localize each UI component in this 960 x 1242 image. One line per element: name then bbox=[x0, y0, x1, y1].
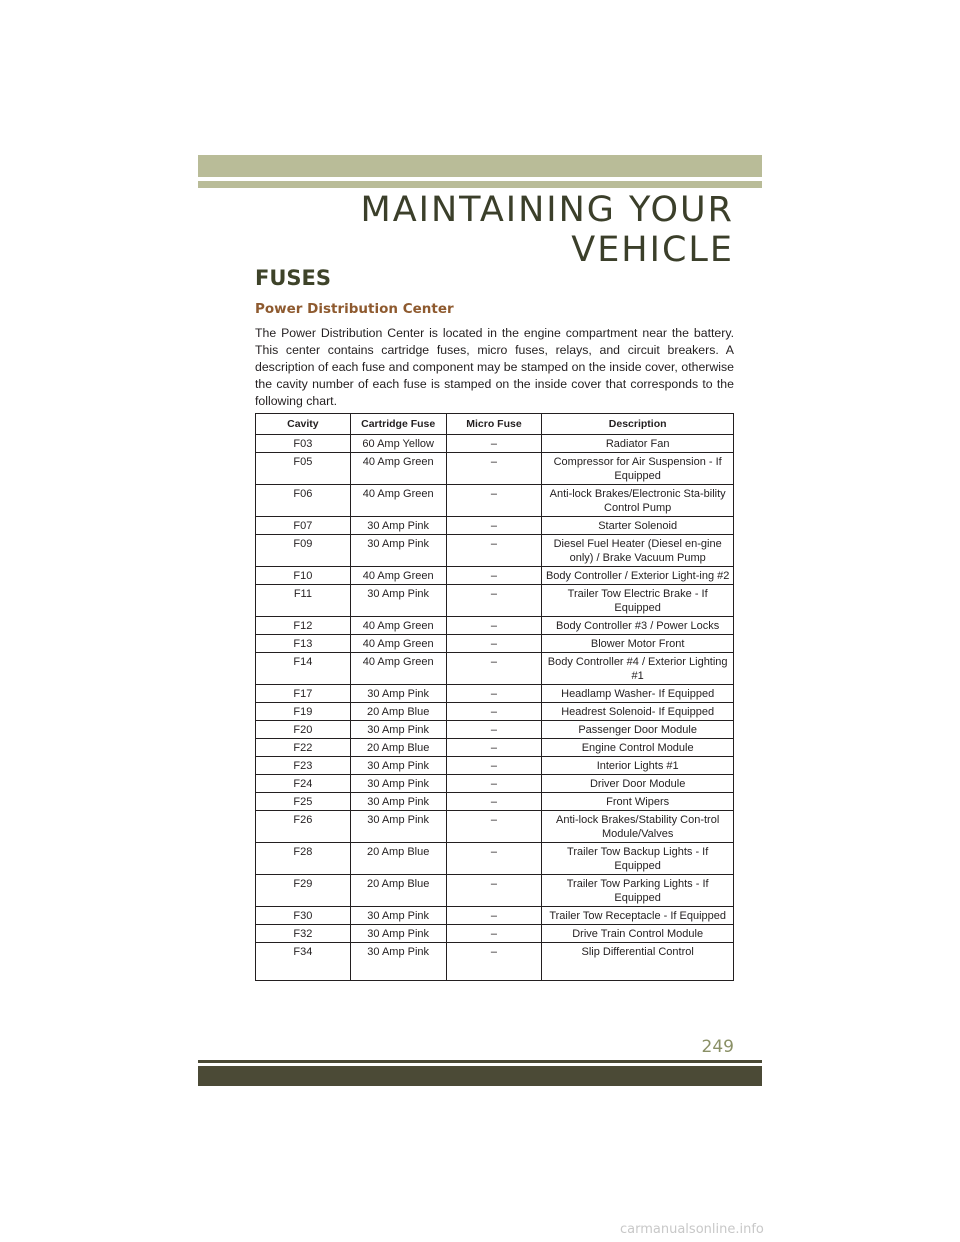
page-number: 249 bbox=[701, 1037, 734, 1057]
micro-fuse-cell: – bbox=[446, 485, 542, 517]
header-description: Description bbox=[542, 414, 734, 435]
table-row bbox=[256, 907, 734, 925]
cavity-cell: F11 bbox=[256, 585, 351, 617]
cartridge-fuse-cell: 40 Amp Green bbox=[350, 653, 446, 685]
cavity-cell: F24 bbox=[256, 775, 351, 793]
micro-fuse-cell: – bbox=[446, 685, 542, 703]
micro-fuse-cell: – bbox=[446, 843, 542, 875]
cartridge-fuse-cell: 30 Amp Pink bbox=[350, 793, 446, 811]
cavity-cell: F22 bbox=[256, 739, 351, 757]
cartridge-fuse-cell: 30 Amp Pink bbox=[350, 685, 446, 703]
cavity-cell: F20 bbox=[256, 721, 351, 739]
table-row bbox=[256, 775, 734, 793]
table-row bbox=[256, 943, 734, 981]
cartridge-fuse-cell: 30 Amp Pink bbox=[350, 721, 446, 739]
header-cartridge-fuse: Cartridge Fuse bbox=[350, 414, 446, 435]
description-cell: Trailer Tow Electric Brake - If Equipped bbox=[542, 585, 734, 617]
table-row bbox=[256, 843, 734, 875]
description-cell: Anti-lock Brakes/Electronic Sta-bility Control Pump bbox=[542, 485, 734, 517]
table-row bbox=[256, 485, 734, 517]
cartridge-fuse-cell: 20 Amp Blue bbox=[350, 739, 446, 757]
table-row bbox=[256, 739, 734, 757]
cartridge-fuse-cell: 40 Amp Green bbox=[350, 635, 446, 653]
cavity-cell: F30 bbox=[256, 907, 351, 925]
cartridge-fuse-cell: 40 Amp Green bbox=[350, 617, 446, 635]
description-cell: Interior Lights #1 bbox=[542, 757, 734, 775]
cartridge-fuse-cell: 30 Amp Pink bbox=[350, 925, 446, 943]
description-cell: Diesel Fuel Heater (Diesel en-gine only) / Brake Vacuum Pump bbox=[542, 535, 734, 567]
cavity-cell: F26 bbox=[256, 811, 351, 843]
cavity-cell: F14 bbox=[256, 653, 351, 685]
micro-fuse-cell: – bbox=[446, 811, 542, 843]
table-header-row bbox=[256, 414, 734, 435]
header-band-thin bbox=[198, 181, 762, 188]
table-row bbox=[256, 435, 734, 453]
micro-fuse-cell: – bbox=[446, 739, 542, 757]
table-row bbox=[256, 875, 734, 907]
cartridge-fuse-cell: 30 Amp Pink bbox=[350, 943, 446, 981]
header-cavity: Cavity bbox=[256, 414, 351, 435]
micro-fuse-cell: – bbox=[446, 585, 542, 617]
table-row bbox=[256, 793, 734, 811]
micro-fuse-cell: – bbox=[446, 635, 542, 653]
table-row bbox=[256, 567, 734, 585]
micro-fuse-cell: – bbox=[446, 517, 542, 535]
micro-fuse-cell: – bbox=[446, 535, 542, 567]
watermark: carmanualsonline.info bbox=[620, 1222, 764, 1237]
cartridge-fuse-cell: 60 Amp Yellow bbox=[350, 435, 446, 453]
header-micro-fuse: Micro Fuse bbox=[446, 414, 542, 435]
micro-fuse-cell: – bbox=[446, 943, 542, 981]
micro-fuse-cell: – bbox=[446, 907, 542, 925]
description-cell: Starter Solenoid bbox=[542, 517, 734, 535]
table-row bbox=[256, 535, 734, 567]
description-cell: Body Controller / Exterior Light-ing #2 bbox=[542, 567, 734, 585]
cavity-cell: F06 bbox=[256, 485, 351, 517]
description-cell: Body Controller #4 / Exterior Lighting #1 bbox=[542, 653, 734, 685]
table-body bbox=[256, 435, 734, 981]
description-cell: Anti-lock Brakes/Stability Con-trol Module/Valves bbox=[542, 811, 734, 843]
cavity-cell: F05 bbox=[256, 453, 351, 485]
cavity-cell: F17 bbox=[256, 685, 351, 703]
table-row bbox=[256, 653, 734, 685]
micro-fuse-cell: – bbox=[446, 925, 542, 943]
micro-fuse-cell: – bbox=[446, 567, 542, 585]
table-row bbox=[256, 925, 734, 943]
description-cell: Driver Door Module bbox=[542, 775, 734, 793]
micro-fuse-cell: – bbox=[446, 617, 542, 635]
micro-fuse-cell: – bbox=[446, 453, 542, 485]
intro-paragraph: The Power Distribution Center is located in the engine compartment near the battery. This center contains cartridge fuses, micro fuses, relays, and circuit breakers. A description of each fuse and component may be stamped on the inside cover, otherwise the cavity number of each fuse is stamped on the inside cover that corresponds to the following chart. bbox=[255, 326, 734, 408]
cartridge-fuse-cell: 40 Amp Green bbox=[350, 485, 446, 517]
cavity-cell: F10 bbox=[256, 567, 351, 585]
cavity-cell: F07 bbox=[256, 517, 351, 535]
section-title: MAINTAINING YOUR VEHICLE bbox=[360, 190, 734, 270]
micro-fuse-cell: – bbox=[446, 757, 542, 775]
description-cell: Trailer Tow Backup Lights - If Equipped bbox=[542, 843, 734, 875]
description-cell: Front Wipers bbox=[542, 793, 734, 811]
table-row bbox=[256, 811, 734, 843]
micro-fuse-cell: – bbox=[446, 435, 542, 453]
table-row bbox=[256, 757, 734, 775]
description-cell: Engine Control Module bbox=[542, 739, 734, 757]
description-cell: Headlamp Washer- If Equipped bbox=[542, 685, 734, 703]
description-cell: Slip Differential Control bbox=[542, 943, 734, 981]
cavity-cell: F09 bbox=[256, 535, 351, 567]
cavity-cell: F12 bbox=[256, 617, 351, 635]
subheading: Power Distribution Center bbox=[255, 301, 454, 317]
cavity-cell: F29 bbox=[256, 875, 351, 907]
cavity-cell: F03 bbox=[256, 435, 351, 453]
table-row bbox=[256, 703, 734, 721]
cavity-cell: F19 bbox=[256, 703, 351, 721]
description-cell: Passenger Door Module bbox=[542, 721, 734, 739]
cavity-cell: F25 bbox=[256, 793, 351, 811]
description-cell: Headrest Solenoid- If Equipped bbox=[542, 703, 734, 721]
micro-fuse-cell: – bbox=[446, 775, 542, 793]
cartridge-fuse-cell: 30 Amp Pink bbox=[350, 775, 446, 793]
cavity-cell: F34 bbox=[256, 943, 351, 981]
micro-fuse-cell: – bbox=[446, 721, 542, 739]
description-cell: Compressor for Air Suspension - If Equipped bbox=[542, 453, 734, 485]
header-band bbox=[198, 155, 762, 177]
table-row bbox=[256, 517, 734, 535]
cartridge-fuse-cell: 20 Amp Blue bbox=[350, 875, 446, 907]
cartridge-fuse-cell: 30 Amp Pink bbox=[350, 517, 446, 535]
cartridge-fuse-cell: 40 Amp Green bbox=[350, 567, 446, 585]
cartridge-fuse-cell: 20 Amp Blue bbox=[350, 843, 446, 875]
cartridge-fuse-cell: 20 Amp Blue bbox=[350, 703, 446, 721]
table-row bbox=[256, 453, 734, 485]
table-row bbox=[256, 685, 734, 703]
table-row bbox=[256, 585, 734, 617]
table-row bbox=[256, 617, 734, 635]
page-heading: FUSES bbox=[255, 266, 331, 290]
description-cell: Radiator Fan bbox=[542, 435, 734, 453]
description-cell: Trailer Tow Parking Lights - If Equipped bbox=[542, 875, 734, 907]
cartridge-fuse-cell: 40 Amp Green bbox=[350, 453, 446, 485]
cartridge-fuse-cell: 30 Amp Pink bbox=[350, 535, 446, 567]
description-cell: Blower Motor Front bbox=[542, 635, 734, 653]
micro-fuse-cell: – bbox=[446, 793, 542, 811]
cartridge-fuse-cell: 30 Amp Pink bbox=[350, 907, 446, 925]
cartridge-fuse-cell: 30 Amp Pink bbox=[350, 757, 446, 775]
description-cell: Trailer Tow Receptacle - If Equipped bbox=[542, 907, 734, 925]
description-cell: Body Controller #3 / Power Locks bbox=[542, 617, 734, 635]
cartridge-fuse-cell: 30 Amp Pink bbox=[350, 585, 446, 617]
table-row bbox=[256, 635, 734, 653]
table-row bbox=[256, 721, 734, 739]
cavity-cell: F28 bbox=[256, 843, 351, 875]
footer-band bbox=[198, 1066, 762, 1086]
fuse-table bbox=[255, 413, 734, 981]
cavity-cell: F13 bbox=[256, 635, 351, 653]
micro-fuse-cell: – bbox=[446, 653, 542, 685]
footer-band-thin bbox=[198, 1060, 762, 1063]
cavity-cell: F23 bbox=[256, 757, 351, 775]
description-cell: Drive Train Control Module bbox=[542, 925, 734, 943]
micro-fuse-cell: – bbox=[446, 875, 542, 907]
cavity-cell: F32 bbox=[256, 925, 351, 943]
cartridge-fuse-cell: 30 Amp Pink bbox=[350, 811, 446, 843]
micro-fuse-cell: – bbox=[446, 703, 542, 721]
